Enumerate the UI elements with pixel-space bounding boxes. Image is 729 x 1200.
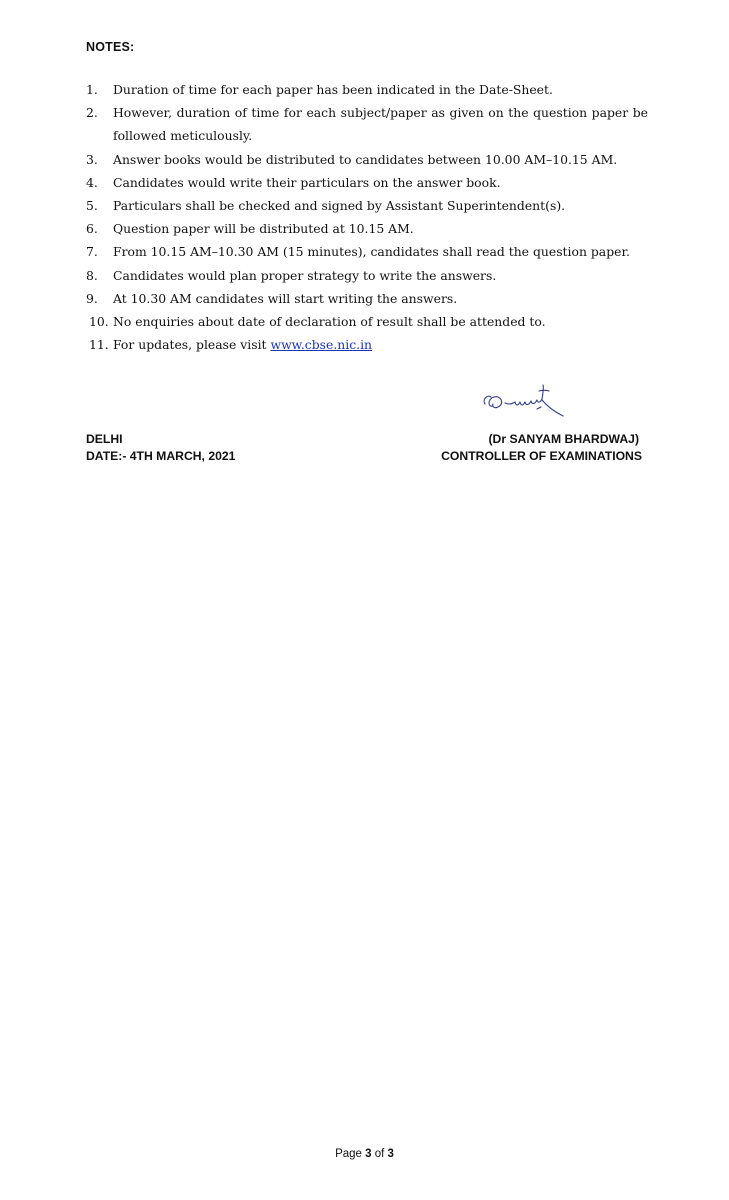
notes-list <box>86 78 648 356</box>
note-number: 5. <box>86 198 98 214</box>
current-page: 3 <box>365 1148 372 1160</box>
note-item <box>86 194 648 217</box>
note-item <box>86 217 648 240</box>
note-item <box>86 333 648 356</box>
note-item <box>86 287 648 310</box>
note-item <box>86 310 648 333</box>
notes-heading: NOTES: <box>86 40 135 54</box>
note-number: 6. <box>86 221 98 237</box>
note-text: Answer books would be distributed to candidates between 10.00 AM–10.15 AM. <box>113 151 618 167</box>
note-text: However, duration of time for each subject/paper as given on the question paper be followed meticulously. <box>113 105 648 144</box>
page-number <box>0 1148 729 1160</box>
note-text: Candidates would plan proper strategy to write the answers. <box>113 267 497 283</box>
note-number: 1. <box>86 82 98 97</box>
note-number: 9. <box>86 290 98 306</box>
note-text: Particulars shall be checked and signed by Assistant Superintendent(s). <box>113 198 566 214</box>
note-text: For updates, please visit <box>113 337 271 353</box>
signature-image <box>479 382 567 420</box>
cbse-website-link[interactable]: www.cbse.nic.in <box>270 337 373 353</box>
note-item <box>86 148 648 171</box>
note-number: 2. <box>86 105 98 121</box>
page-separator: of <box>371 1148 388 1160</box>
note-number: 11. <box>89 337 109 353</box>
page-prefix: Page <box>335 1148 366 1160</box>
note-item <box>86 264 648 287</box>
note-text: Question paper will be distributed at 10.15 AM. <box>113 221 414 237</box>
note-text: Candidates would write their particulars on the answer book. <box>113 174 501 190</box>
note-number: 3. <box>86 151 98 167</box>
note-item <box>86 240 648 263</box>
date-label: DATE:- 4TH MARCH, 2021 <box>86 448 236 463</box>
note-item <box>86 171 648 194</box>
note-number: 4. <box>86 174 98 190</box>
note-number: 8. <box>86 267 98 283</box>
note-text: From 10.15 AM–10.30 AM (15 minutes), candidates shall read the question paper. <box>113 244 630 260</box>
note-item <box>86 101 648 147</box>
note-text: Duration of time for each paper has been indicated in the Date-Sheet. <box>113 82 553 97</box>
place-label: DELHI <box>86 432 123 446</box>
note-number: 7. <box>86 244 98 260</box>
signatory-designation: CONTROLLER OF EXAMINATIONS <box>441 448 642 463</box>
signature-right-block <box>441 431 642 464</box>
note-text: At 10.30 AM candidates will start writing the answers. <box>113 290 458 306</box>
note-number: 10. <box>89 314 109 330</box>
signatory-name: (Dr SANYAM BHARDWAJ) <box>488 432 639 446</box>
note-text: No enquiries about date of declaration of result shall be attended to. <box>113 314 546 330</box>
note-item <box>86 78 648 101</box>
signature-left-block <box>86 431 235 464</box>
total-pages: 3 <box>387 1148 394 1160</box>
